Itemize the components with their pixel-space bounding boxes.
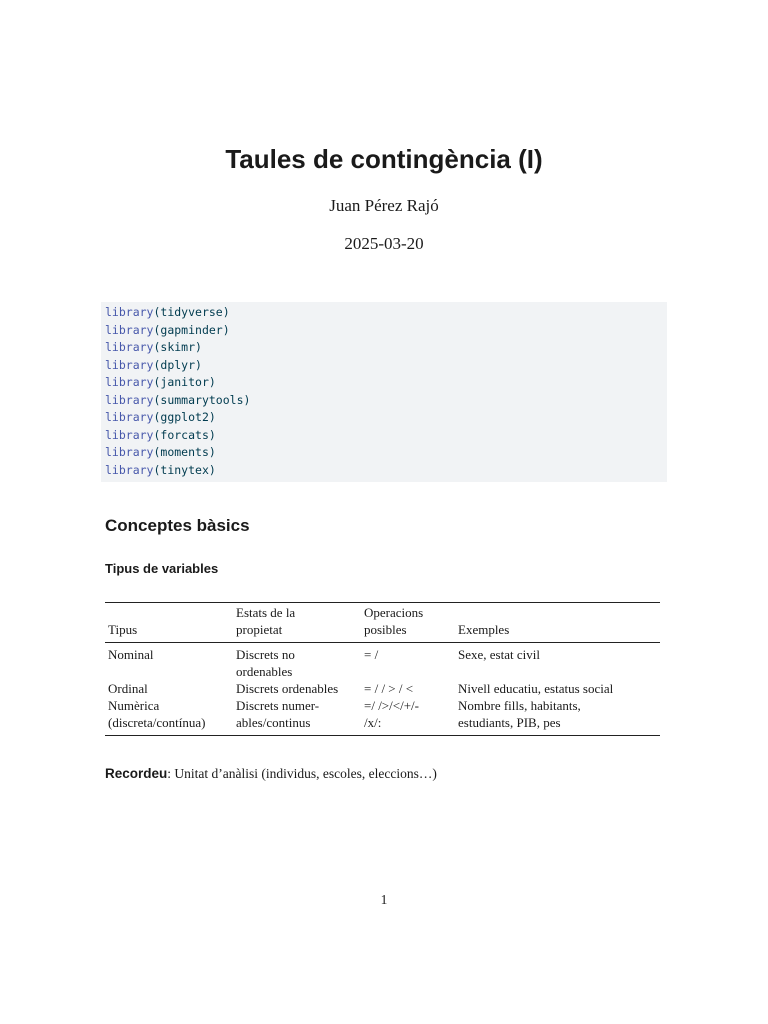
- document-date: 2025-03-20: [344, 234, 424, 253]
- code-keyword: library: [105, 392, 154, 407]
- cell-text: /x/:: [364, 715, 382, 730]
- table-cell: [105, 680, 233, 697]
- column-header: [233, 603, 361, 643]
- cell-text: Discrets no: [236, 647, 295, 662]
- cell-text: Ordinal: [108, 681, 148, 696]
- table-row: [105, 697, 660, 736]
- section-heading: Conceptes bàsics: [105, 516, 250, 535]
- cell-text: Estats de la: [236, 605, 296, 620]
- cell-text: Discrets ordenables: [236, 681, 339, 696]
- cell-text: Discrets numer-: [236, 698, 320, 713]
- code-package-name: ggplot2: [160, 410, 209, 424]
- code-package-name: gapminder: [160, 322, 223, 337]
- cell-text: Sexe, estat civil: [458, 647, 540, 662]
- cell-text: = / / > / <: [364, 681, 414, 696]
- table-cell: [455, 680, 660, 697]
- table-cell: [455, 643, 660, 681]
- note-text: : Unitat d’anàlisi (individus, escoles, eleccions…): [167, 766, 437, 781]
- table-cell: [233, 680, 361, 697]
- code-line: library(dplyr): [105, 357, 202, 372]
- document-title: Taules de contingència (I): [225, 144, 543, 174]
- code-keyword: library: [105, 322, 154, 337]
- page-number: 1: [380, 892, 388, 907]
- table-header-row: [105, 603, 660, 643]
- note-paragraph: [105, 765, 437, 783]
- code-block: [101, 302, 667, 482]
- code-keyword: library: [105, 462, 154, 477]
- cell-text: Tipus: [108, 622, 138, 637]
- cell-text: Nombre fills, habitants,: [458, 698, 581, 713]
- cell-text: Operacions: [364, 605, 424, 620]
- table-row: [105, 643, 660, 681]
- table-cell: [361, 680, 455, 697]
- cell-text: Exemples: [458, 622, 510, 637]
- code-package-name: janitor: [160, 375, 209, 389]
- code-line: library(tidyverse): [105, 305, 230, 319]
- note-label: Recordeu: [105, 766, 168, 781]
- table-cell: [233, 697, 361, 736]
- code-line: library(skimr): [105, 340, 202, 354]
- cell-text: ordenables: [236, 664, 293, 679]
- column-header: [105, 603, 233, 643]
- code-line: library(janitor): [105, 375, 216, 389]
- table-cell: [105, 697, 233, 736]
- code-keyword: library: [105, 340, 154, 354]
- cell-text: posibles: [364, 622, 407, 637]
- cell-text: estudiants, PIB, pes: [458, 715, 561, 730]
- subsection-heading: Tipus de variables: [105, 561, 219, 576]
- variable-types-table: [105, 602, 660, 736]
- code-line: library(tinytex): [105, 462, 216, 477]
- cell-text: (discreta/contínua): [108, 715, 206, 730]
- code-keyword: library: [105, 445, 154, 459]
- code-keyword: library: [105, 357, 154, 372]
- table-cell: [361, 697, 455, 736]
- cell-text: ables/continus: [236, 715, 311, 730]
- code-keyword: library: [105, 427, 154, 442]
- code-package-name: forcats: [160, 427, 209, 442]
- cell-text: Nivell educatiu, estatus social: [458, 681, 614, 696]
- code-package-name: moments: [160, 445, 209, 459]
- code-line: library(moments): [105, 445, 216, 459]
- cell-text: = /: [364, 647, 379, 662]
- cell-text: propietat: [236, 622, 283, 637]
- code-package-name: tidyverse: [160, 305, 223, 319]
- cell-text: =/ />/</+/-: [364, 698, 419, 713]
- code-keyword: library: [105, 410, 154, 424]
- cell-text: Nominal: [108, 647, 154, 662]
- code-line: library(gapminder): [105, 322, 230, 337]
- cell-text: Numèrica: [108, 698, 160, 713]
- code-line: library(ggplot2): [105, 410, 216, 424]
- table-cell: [233, 643, 361, 681]
- code-keyword: library: [105, 375, 154, 389]
- column-header: [361, 603, 455, 643]
- code-line: library(forcats): [105, 427, 216, 442]
- table-cell: [455, 697, 660, 736]
- code-package-name: tinytex: [160, 462, 209, 477]
- column-header: [455, 603, 660, 643]
- table-cell: [105, 643, 233, 681]
- code-package-name: dplyr: [160, 357, 196, 372]
- code-line: library(summarytools): [105, 392, 251, 407]
- document-author: Juan Pérez Rajó: [329, 196, 439, 215]
- table-cell: [361, 643, 455, 681]
- code-keyword: library: [105, 305, 154, 319]
- table-row: [105, 680, 660, 697]
- code-package-name: summarytools: [160, 392, 244, 407]
- code-package-name: skimr: [160, 340, 196, 354]
